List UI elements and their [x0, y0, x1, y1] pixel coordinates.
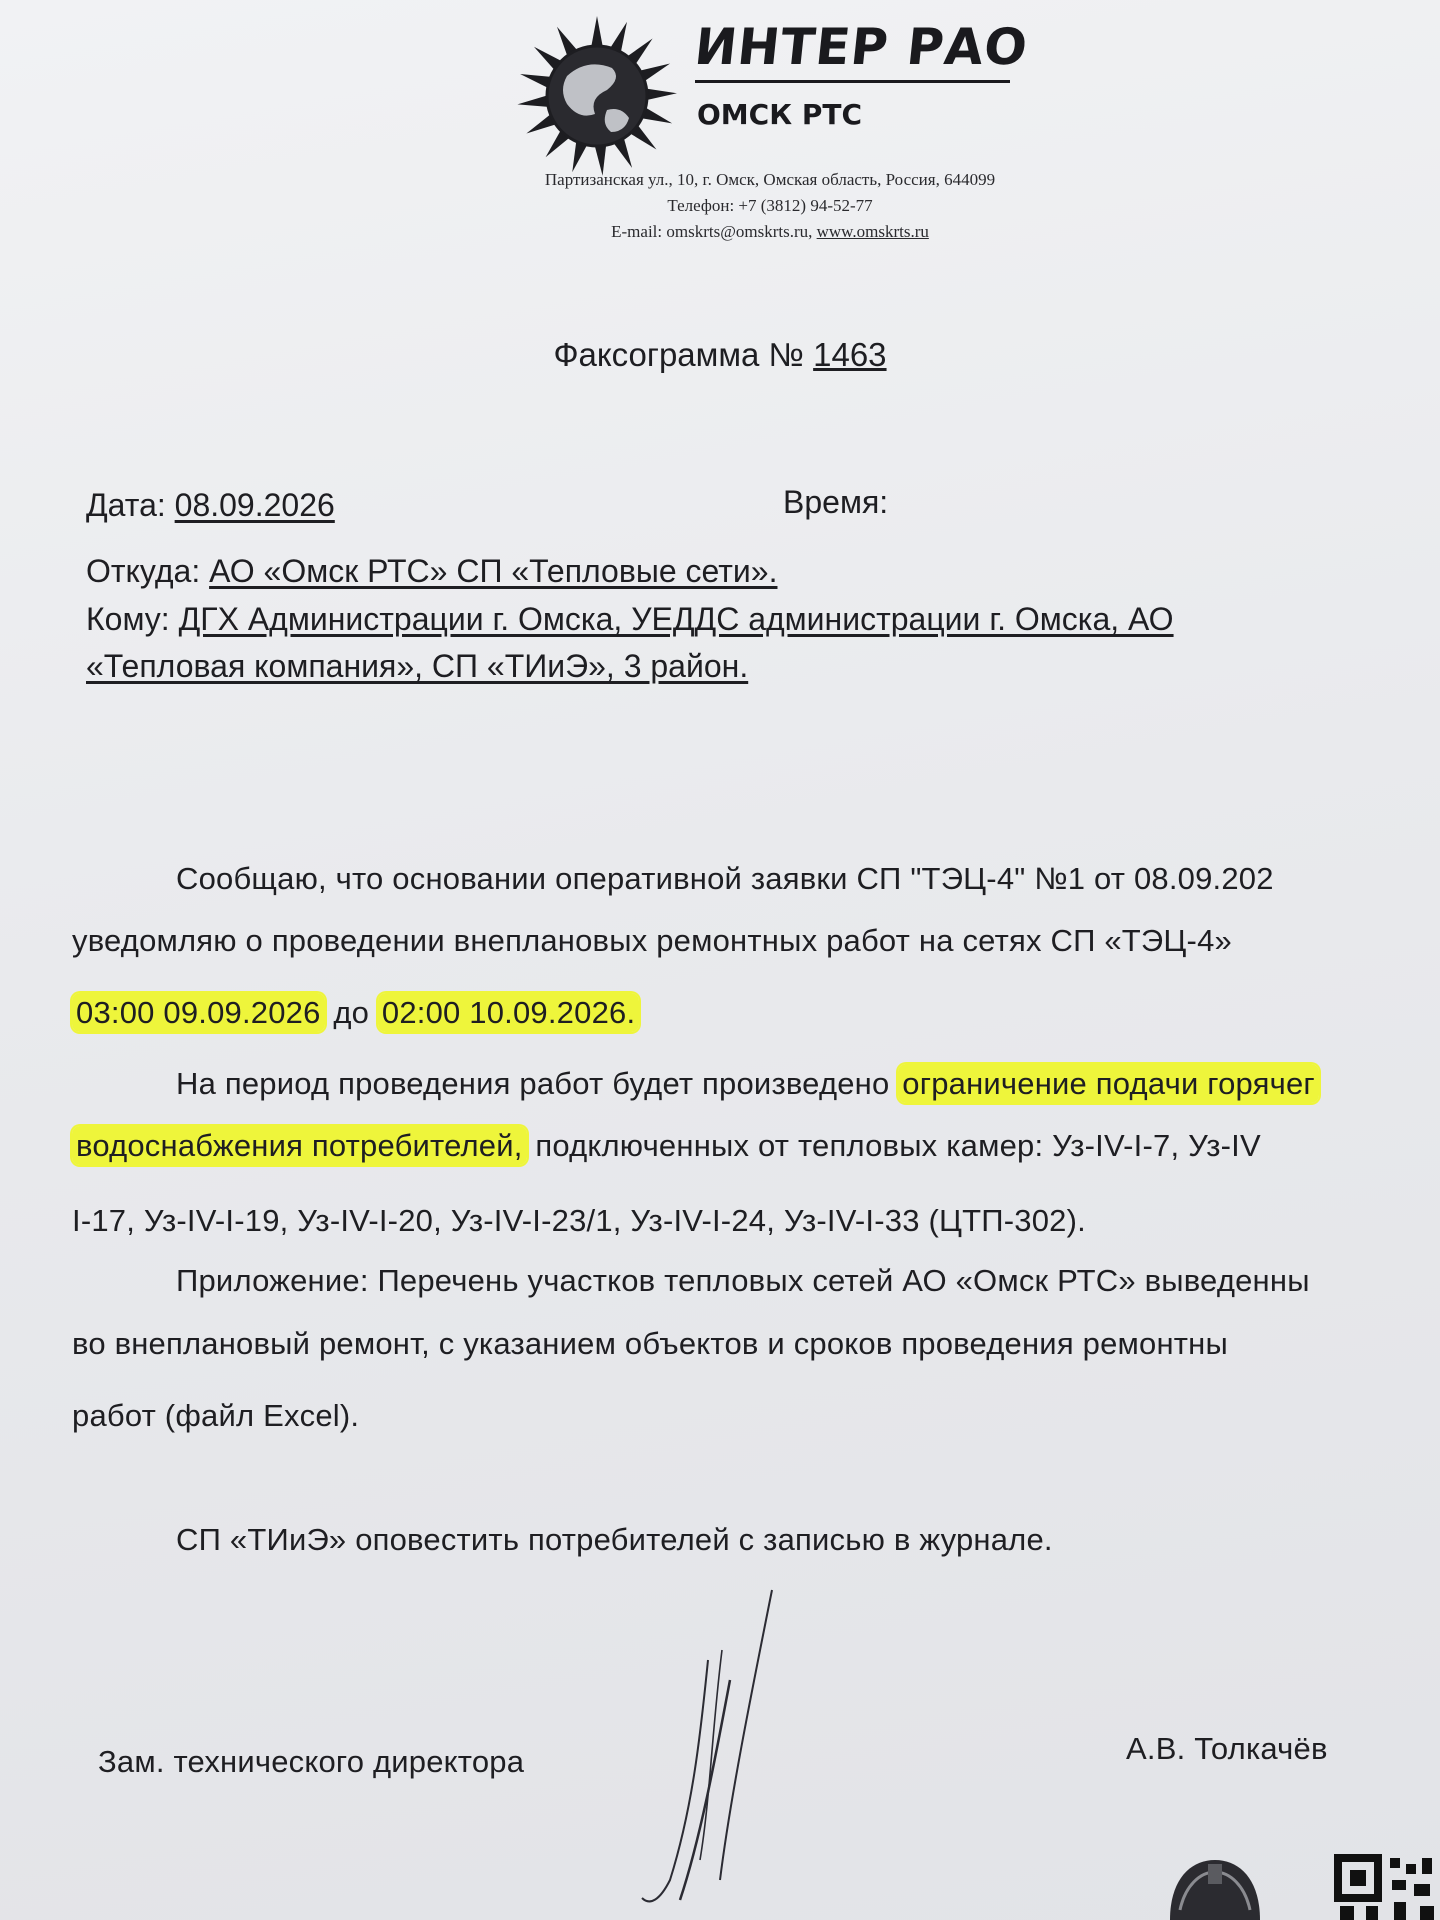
paragraph-2-line-3: I-17, Уз-IV-I-19, Уз-IV-I-20, Уз-IV-I-23/1, Уз-IV-I-24, Уз-IV-I-33 (ЦТП-302). [72, 1203, 1086, 1238]
date-field [86, 487, 335, 524]
worker-helmet-icon [1160, 1850, 1270, 1920]
attachment-line-1: Приложение: Перечень участков тепловых сетей АО «Омск РТС» выведенны [176, 1263, 1310, 1298]
brand-name: ИНТЕР РАО [691, 18, 1031, 76]
end-datetime-highlight: 02:00 10.09.2026. [378, 993, 639, 1032]
to-value-line1: ДГХ Администрации г. Омска, УЕДДС администрации г. Омска, АО [178, 601, 1174, 637]
fax-title-prefix: Факсограмма № [553, 336, 804, 373]
paragraph-2-chambers: подключенных от тепловых камер: Уз-IV-I-7, Уз-IV [526, 1128, 1261, 1163]
qr-code-icon [1330, 1850, 1440, 1920]
letterhead-website-link[interactable]: www.omskrts.ru [816, 222, 929, 241]
fax-title [0, 336, 1440, 374]
start-datetime-highlight: 03:00 09.09.2026 [72, 993, 325, 1032]
attachment-line-3: работ (файл Excel). [72, 1398, 360, 1433]
paragraph-1-line-1: Сообщаю, что основании оперативной заявки СП "ТЭЦ-4" №1 от 08.09.202 [176, 861, 1274, 896]
handwritten-signature [630, 1580, 780, 1910]
restriction-highlight: ограничение подачи горячег [898, 1064, 1319, 1103]
fax-number: 1463 [813, 336, 887, 373]
to-field-continuation [86, 648, 748, 685]
between-text: до [324, 995, 378, 1030]
letterhead-email: E-mail: omskrts@omskrts.ru, [611, 222, 813, 241]
brand-subtitle: ОМСК РТС [697, 98, 863, 131]
paragraph-2-line-1 [176, 1066, 1319, 1102]
attachment-line-2: во внеплановый ремонт, с указанием объектов и сроков проведения ремонтны [72, 1326, 1228, 1361]
paragraph-2-line-2 [72, 1128, 1261, 1164]
paragraph-1-line-2: уведомляю о проведении внеплановых ремонтных работ на сетях СП «ТЭЦ-4» [72, 923, 1232, 958]
from-field [86, 553, 777, 590]
time-label: Время: [783, 484, 889, 520]
to-field [86, 601, 1174, 638]
from-value: АО «Омск РТС» СП «Тепловые сети». [209, 553, 778, 589]
date-value: 08.09.2026 [174, 487, 335, 523]
date-label: Дата: [86, 487, 166, 523]
from-label: Откуда: [86, 553, 201, 589]
brand-divider [695, 80, 1010, 83]
inter-rao-logo-icon [505, 10, 690, 180]
paragraph-2-plain: На период проведения работ будет произведено [176, 1066, 899, 1101]
letterhead-contacts [340, 222, 1200, 242]
signatory-position: Зам. технического директора [98, 1744, 525, 1779]
signatory-name: А.В. Толкачёв [1126, 1731, 1328, 1766]
to-value-line2: «Тепловая компания», СП «ТИиЭ», 3 район. [86, 648, 749, 684]
letterhead-address: Партизанская ул., 10, г. Омск, Омская область, Россия, 644099 [544, 170, 996, 189]
instruction-line: СП «ТИиЭ» оповестить потребителей с записью в журнале. [176, 1522, 1053, 1557]
consumers-highlight: водоснабжения потребителей, [72, 1126, 527, 1165]
to-label: Кому: [86, 601, 170, 637]
paragraph-1-line-3 [72, 995, 639, 1031]
letterhead-phone: Телефон: +7 (3812) 94-52-77 [667, 196, 873, 215]
